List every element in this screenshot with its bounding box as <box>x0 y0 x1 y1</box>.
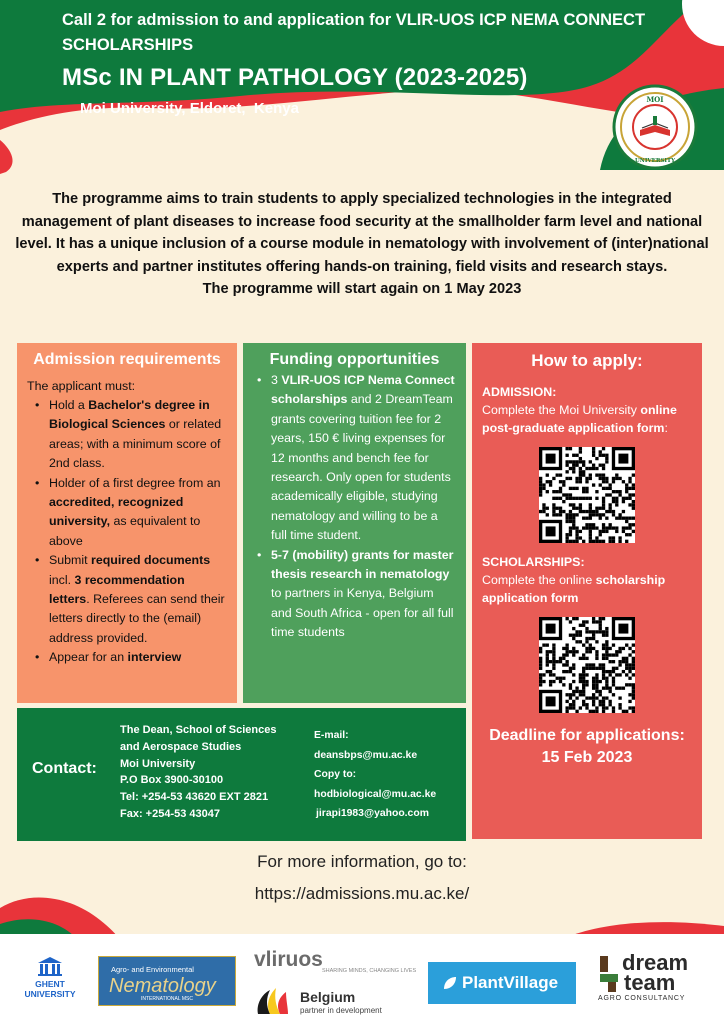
vliruos-logo: vliruos <box>254 948 323 971</box>
email-label: E-mail: <box>314 730 349 741</box>
funding-heading: Funding opportunities <box>269 351 440 368</box>
more-info-url[interactable]: https://admissions.mu.ac.ke/ <box>254 884 470 903</box>
address-line: The Dean, School of Sciences <box>120 724 277 736</box>
ghent-building-icon <box>36 955 64 977</box>
admission-list <box>27 396 227 668</box>
text: : <box>664 421 668 435</box>
bold-text: accredited, recognized university, <box>49 495 184 529</box>
address-line: Tel: +254-53 43620 EXT 2821 <box>120 791 269 804</box>
nema-top-text: Agro- and Environmental <box>111 965 194 974</box>
text: Submit <box>49 553 92 568</box>
bold-text: 3 recommendation letters <box>49 572 185 607</box>
list-item <box>35 474 227 552</box>
deadline-label: Deadline for applications: <box>489 727 685 744</box>
copy-label: Copy to: <box>314 769 357 780</box>
text: Holder of a first degree from an <box>49 475 221 490</box>
logo-text-bottom: UNIVERSITY <box>635 158 675 164</box>
dreamteam-mark-icon <box>598 954 620 994</box>
nema-bottom-text: INTERNATIONAL MSC <box>141 996 193 1002</box>
text: Appear for an <box>49 650 128 665</box>
page-title: MSc IN PLANT PATHOLOGY (2023-2025) <box>62 64 528 91</box>
admission-qr-code[interactable] <box>539 447 635 543</box>
how-to-apply-panel <box>472 343 702 839</box>
list-item <box>257 371 456 546</box>
address-line: Moi University <box>120 757 196 770</box>
contact-label: Contact: <box>32 760 97 777</box>
text: or related areas; with a minimum score of 2nd class. <box>49 417 222 471</box>
dreamteam-text-dream: dream <box>622 950 689 975</box>
admission-label: ADMISSION: <box>482 385 557 399</box>
bold-text: VLIR-UOS ICP Nema Connect scholarships <box>271 373 455 407</box>
text: Complete the Moi University <box>482 403 641 417</box>
nematology-logo <box>98 956 236 1006</box>
admission-heading: Admission requirements <box>33 351 221 368</box>
contact-panel <box>17 708 466 841</box>
deadline <box>482 725 692 769</box>
page-subtitle: Moi University, Eldoret, Kenya <box>80 100 299 117</box>
ghent-university-logo <box>14 955 86 999</box>
admission-requirements-panel <box>17 343 237 703</box>
scholarship-label: SCHOLARSHIPS: <box>482 555 585 569</box>
copy-email-link[interactable]: hodbiological@mu.ac.ke <box>314 788 437 800</box>
call-line: Call 2 for admission to and application for VLIR-UOS ICP NEMA CONNECT SCHOLARSHIPS <box>62 11 646 54</box>
text: to partners in Kenya, Belgium and South Africa - open for all full time students <box>271 586 454 640</box>
scholarship-apply-text <box>482 571 692 607</box>
bold-text: online post-graduate application form <box>482 403 677 435</box>
funding-list <box>253 371 456 643</box>
funding-opportunities-panel <box>243 343 466 703</box>
dreamteam-text-team: team <box>624 970 676 995</box>
belgium-flag-icon <box>254 984 292 1018</box>
intro-block <box>14 188 710 301</box>
bold-text: scholarship application form <box>482 573 666 605</box>
list-item <box>35 396 227 474</box>
dreamteam-subtext: AGRO CONSULTANCY <box>598 995 686 1002</box>
footer-decor <box>0 880 724 940</box>
list-item <box>257 546 456 643</box>
text: incl. <box>49 572 75 587</box>
email-link[interactable]: deansbps@mu.ac.ke <box>314 749 418 761</box>
intro-text: The programme aims to train students to apply specialized technologies in the integrated management of plant diseases to increase food security at the smallholder farm level and national level. It has a unique inclusion of a course module in nematology with involvement of (inter)national experts and partner institutes offering hands-on training, field visits and research stays. <box>15 191 709 275</box>
belgium-text: Belgium <box>300 989 356 1005</box>
intro-start-line: The programme will start again on 1 May 2023 <box>202 281 522 298</box>
bold-text: interview <box>127 650 182 665</box>
address-line: P.O Box 3900-30100 <box>120 774 224 787</box>
plantvillage-text: PlantVillage <box>462 973 559 992</box>
plantvillage-logo <box>428 962 576 1004</box>
list-item <box>35 551 227 648</box>
vliruos-tagline: SHARING MINDS, CHANGING LIVES <box>322 968 417 974</box>
nema-main-text: Nematology <box>109 975 216 997</box>
bold-text: 5-7 (mobility) grants for master thesis research in nematology <box>271 547 454 582</box>
bold-text: required documents <box>91 553 211 568</box>
belgium-subtext: partner in development <box>300 1006 382 1015</box>
scholarship-qr-code[interactable] <box>539 617 635 713</box>
text: Complete the online <box>482 573 596 587</box>
left-red-blob <box>0 140 13 174</box>
how-heading: How to apply: <box>531 351 643 370</box>
copy-email-link[interactable]: jirapi1983@yahoo.com <box>316 808 429 819</box>
list-item <box>35 648 227 667</box>
bold-text: Bachelor's degree in Biological Sciences <box>49 398 210 432</box>
contact-address <box>120 722 277 823</box>
text: and 2 DreamTeam grants covering tuition fee for 2 years, 150 € living expenses for 12 months and bench fee for research. Only open for students academically eligible, studying nematology and willing to be a full time student. <box>271 392 453 543</box>
admission-lead: The applicant must: <box>27 379 136 393</box>
address-line: and Aerospace Studies <box>120 740 242 753</box>
text: . Referees can send their letters directly to the (email) address provided. <box>49 592 225 645</box>
admission-apply-text <box>482 401 692 437</box>
text: Hold a <box>49 398 89 412</box>
more-info-line: For more information, go to: <box>257 852 467 871</box>
text: as equivalent to above <box>49 514 201 548</box>
deadline-date: 15 Feb 2023 <box>541 749 633 766</box>
logo-text-top: MOI <box>646 95 664 104</box>
ghent-text: GHENT UNIVERSITY <box>24 979 76 999</box>
moi-university-logo <box>612 84 698 170</box>
address-line: Fax: +254-53 43047 <box>120 807 220 820</box>
leaf-icon <box>442 975 458 991</box>
contact-emails <box>314 726 436 824</box>
text: 3 <box>271 373 282 387</box>
